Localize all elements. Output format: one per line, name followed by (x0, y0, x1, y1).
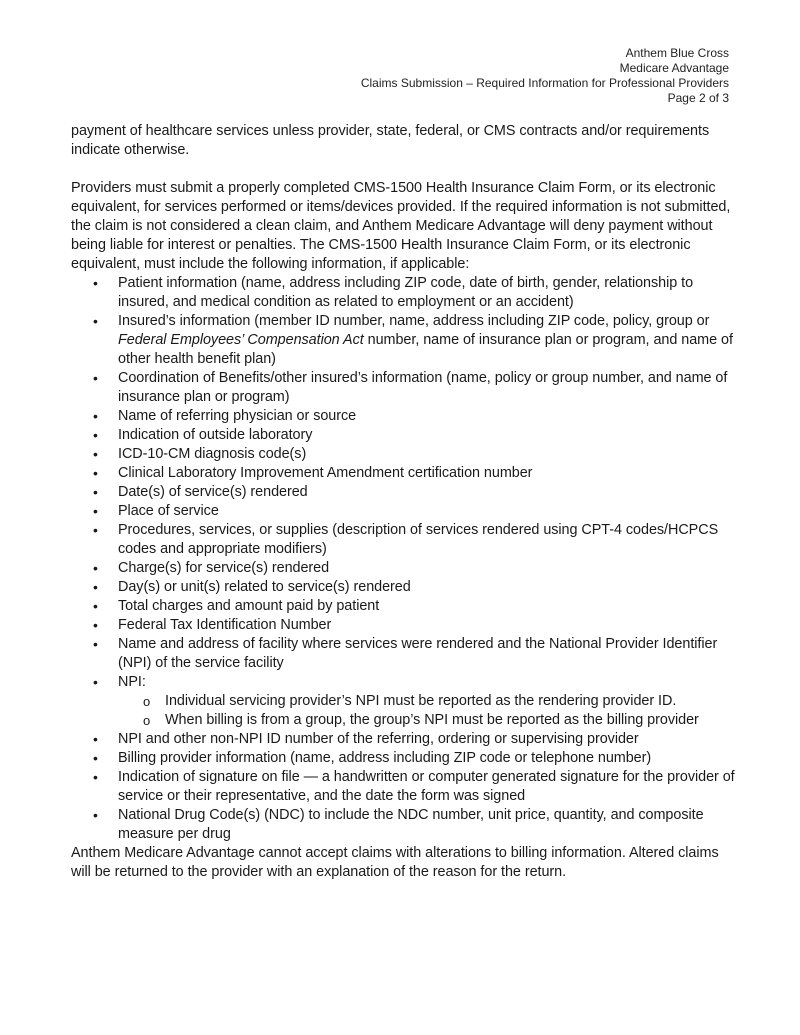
list-item: • Coordination of Benefits/other insured’s information (name, policy or group number, and name of insurance plan or program) (71, 369, 735, 407)
required-information-list (71, 274, 735, 844)
requirements-paragraph: Providers must submit a properly completed CMS-1500 Health Insurance Claim Form, or its electronic equivalent, for services performed or items/devices provided. If the required information is not submitted, the claim is not considered a clean claim, and Anthem Medicare Advantage will deny payment without being liable for interest or penalties. The CMS-1500 Health Insurance Claim Form, or its electronic equivalent, must include the following information, if applicable: (71, 180, 731, 272)
list-item: • Date(s) of service(s) rendered (71, 483, 735, 502)
list-item: • Federal Tax Identification Number (71, 616, 735, 635)
page-header (361, 46, 729, 106)
list-item: • Billing provider information (name, address including ZIP code or telephone number) (71, 749, 735, 768)
list-item: • Name and address of facility where services were rendered and the National Provider Identifier (NPI) of the service facility (71, 635, 735, 673)
npi-sub-list (118, 692, 735, 730)
list-item-text: NPI: (118, 674, 146, 690)
list-item: • Day(s) or unit(s) related to service(s) rendered (71, 578, 735, 597)
header-product: Medicare Advantage (619, 61, 729, 75)
list-item-npi (71, 673, 735, 730)
list-item: • ICD-10-CM diagnosis code(s) (71, 445, 735, 464)
act-name-italic: Federal Employees’ Compensation Act (118, 332, 364, 348)
list-item: • National Drug Code(s) (NDC) to include the NDC number, unit price, quantity, and composite measure per drug (71, 806, 735, 844)
list-item-text: number, name of insurance plan or program, and name of other health benefit plan) (118, 332, 733, 367)
list-item: • Procedures, services, or supplies (description of services rendered using CPT-4 codes/HCPCS codes and appropriate modifiers) (71, 521, 735, 559)
list-item: • Charge(s) for service(s) rendered (71, 559, 735, 578)
list-item: • Indication of signature on file — a handwritten or computer generated signature for the provider of service or their representative, and the date the form was signed (71, 768, 735, 806)
list-item: • Place of service (71, 502, 735, 521)
document-body (71, 122, 735, 882)
list-item: • NPI and other non-NPI ID number of the referring, ordering or supervising provider (71, 730, 735, 749)
list-item: • Name of referring physician or source (71, 407, 735, 426)
sub-list-item: o Individual servicing provider’s NPI must be reported as the rendering provider ID. (118, 692, 735, 711)
list-item: • Clinical Laboratory Improvement Amendment certification number (71, 464, 735, 483)
header-page-number: Page 2 of 3 (667, 91, 729, 105)
header-document-title: Claims Submission – Required Information for Professional Providers (360, 76, 729, 90)
list-item (71, 312, 735, 369)
sub-list-item: o When billing is from a group, the group’s NPI must be reported as the billing provider (118, 711, 735, 730)
intro-continuation-paragraph: payment of healthcare services unless provider, state, federal, or CMS contracts and/or requirements indicate otherwise. (71, 123, 710, 158)
list-item: • Total charges and amount paid by patient (71, 597, 735, 616)
list-item-text: Insured’s information (member ID number, name, address including ZIP code, policy, group or (118, 313, 710, 329)
header-company: Anthem Blue Cross (625, 46, 729, 60)
list-item: • Patient information (name, address including ZIP code, date of birth, gender, relationship to insured, and medical condition as related to employment or an accident) (71, 274, 735, 312)
closing-paragraph: Anthem Medicare Advantage cannot accept claims with alterations to billing information. Altered claims will be returned to the provider with an explanation of the reason for the return. (71, 845, 719, 880)
list-item: • Indication of outside laboratory (71, 426, 735, 445)
